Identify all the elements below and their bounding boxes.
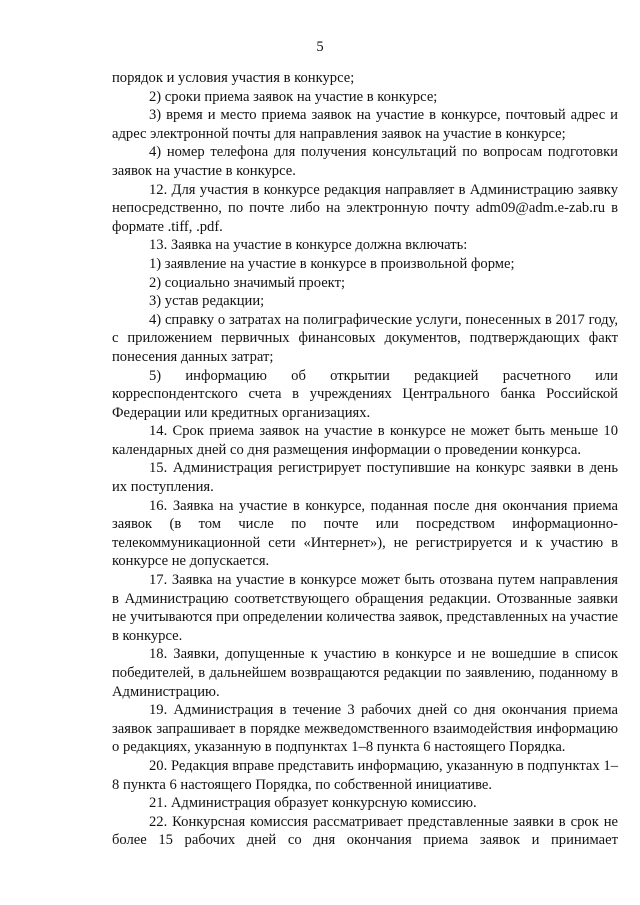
paragraph-13-item-4: 4) справку о затратах на полиграфические услуги, понесенных в 2017 году, с приложением первичных финансовых документов, подтверждающих факт понесения данных затрат; [112, 311, 618, 365]
paragraph-20: 20. Редакция вправе представить информацию, указанную в подпунктах 1–8 пункта 6 настоящего Порядка, по собственной инициативе. [112, 757, 618, 793]
paragraph-continuation: порядок и условия участия в конкурсе; [112, 70, 355, 86]
paragraph-18: 18. Заявки, допущенные к участию в конкурсе и не вошедшие в список победителей, в дальнейшем возвращаются редакции по заявлению, поданному в Администрацию. [112, 646, 618, 700]
page-number: 5 [316, 39, 324, 55]
list-item-3: 3) время и место приема заявок на участие в конкурсе, почтовый адрес и адрес электронной почты для направления заявок на участие в конкурсе; [112, 107, 618, 142]
paragraph-19: 19. Администрация в течение 3 рабочих дней со дня окончания приема заявок запрашивает в порядке межведомственного взаимодействия информацию о редакциях, указанную в подпунктах 1–8 пункта 6 настоящего Порядка. [112, 702, 618, 756]
paragraph-12-format: в формате .tiff, .pdf. [112, 200, 618, 235]
paragraph-16: 16. Заявка на участие в конкурсе, поданная после дня окончания приема заявок (в том числе по почте или посредством информационно-телекоммуникационной сети «Интернет»), не регистрируется и к участию в конкурсе не допускается. [112, 497, 618, 570]
paragraph-12 [112, 181, 618, 237]
paragraph-15: 15. Администрация регистрирует поступившие на конкурс заявки в день их поступления. [112, 460, 618, 496]
paragraph-21: 21. Администрация образует конкурсную комиссию. [149, 795, 477, 812]
paragraph-12-text: 12. Для участия в конкурсе редакция направляет в Администрацию заявку непосредственно, по почте либо на электронную почту [112, 181, 618, 217]
document-body [112, 69, 618, 850]
list-item-2: 2) сроки приема заявок на участие в конкурсе; [149, 88, 438, 105]
paragraph-13-item-2: 2) социально значимый проект; [149, 274, 346, 291]
paragraph-13-item-3: 3) устав редакции; [149, 293, 265, 310]
paragraph-17: 17. Заявка на участие в конкурсе может быть отозвана путем направления в Администрацию соответствующего обращения редакции. Отозванные заявки не учитываются при определении количества заявок, представленных на участие в конкурсе. [112, 572, 618, 644]
paragraph-13-item-1: 1) заявление на участие в конкурсе в произвольной форме; [149, 255, 515, 272]
paragraph-22: 22. Конкурсная комиссия рассматривает представленные заявки в срок не более 15 рабочих дней со дня окончания приема заявок и принимает [112, 813, 618, 849]
list-item-4: 4) номер телефона для получения консультаций по вопросам подготовки заявок на участие в конкурсе. [112, 144, 618, 179]
paragraph-13: 13. Заявка на участие в конкурсе должна включать: [149, 237, 468, 254]
paragraph-14: 14. Срок приема заявок на участие в конкурсе не может быть меньше 10 календарных дней со дня размещения информации о проведении конкурса. [112, 423, 618, 458]
email-link[interactable]: adm09@adm.e-zab.ru [475, 200, 606, 217]
paragraph-13-item-5: 5) информацию об открытии редакцией расчетного или корреспондентского счета в учреждениях Центрального банка Российской Федерации или кредитных организациях. [112, 367, 618, 421]
